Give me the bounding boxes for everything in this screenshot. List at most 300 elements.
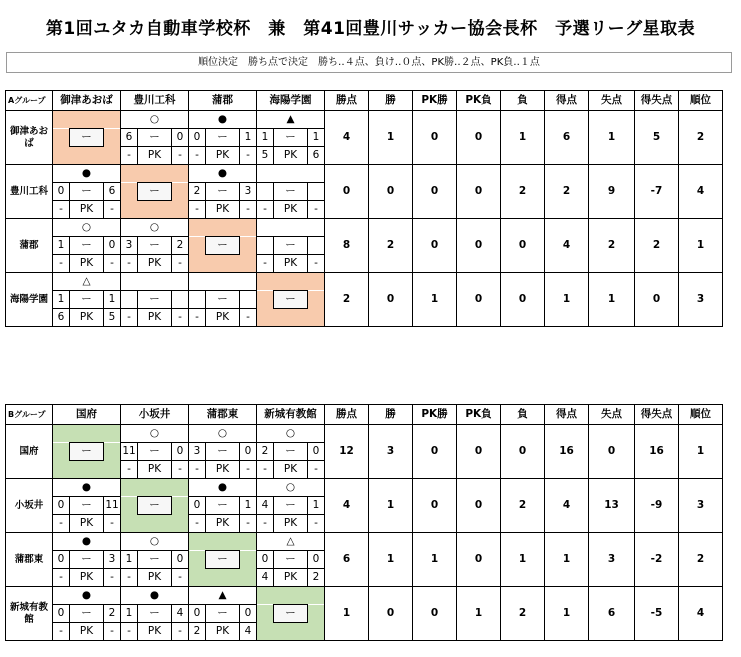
pk-left: - bbox=[53, 515, 70, 533]
stat-header: 勝 bbox=[369, 405, 413, 425]
goals-for: 1 bbox=[53, 237, 70, 255]
goals-for: 4 bbox=[257, 497, 274, 515]
pk-left: - bbox=[257, 201, 274, 219]
stat-value: 0 bbox=[457, 479, 501, 533]
stat-header: 失点 bbox=[589, 91, 635, 111]
result-symbol: ○ bbox=[53, 219, 121, 237]
self-cell-bottom bbox=[53, 461, 121, 479]
goals-against bbox=[308, 237, 325, 255]
stat-value: 4 bbox=[325, 111, 369, 165]
stat-header: PK勝 bbox=[413, 91, 457, 111]
pk-left: - bbox=[189, 147, 206, 165]
self-cell-top bbox=[189, 533, 257, 551]
pk-right: - bbox=[104, 255, 121, 273]
stat-value: 4 bbox=[679, 165, 723, 219]
stat-value: 1 bbox=[369, 479, 413, 533]
goals-against: 0 bbox=[308, 551, 325, 569]
table-row bbox=[6, 587, 723, 605]
self-cell-pad bbox=[53, 129, 70, 147]
stat-value: 4 bbox=[545, 219, 589, 273]
result-symbol: ○ bbox=[121, 219, 189, 237]
self-cell-bottom bbox=[257, 623, 325, 641]
table-row bbox=[6, 273, 723, 291]
pk-label: PK bbox=[138, 623, 172, 641]
self-match-dash: ー bbox=[138, 497, 172, 515]
stat-value: 2 bbox=[501, 587, 545, 641]
result-symbol bbox=[257, 219, 325, 237]
score-dash: ー bbox=[70, 605, 104, 623]
score-dash: ー bbox=[70, 237, 104, 255]
stat-header: 順位 bbox=[679, 405, 723, 425]
stat-header: PK勝 bbox=[413, 405, 457, 425]
stat-value: -9 bbox=[635, 479, 679, 533]
stat-value: 16 bbox=[545, 425, 589, 479]
goals-against: 3 bbox=[240, 183, 257, 201]
pk-right: - bbox=[104, 623, 121, 641]
stat-value: 1 bbox=[545, 533, 589, 587]
goals-against: 0 bbox=[172, 551, 189, 569]
self-cell-bottom bbox=[257, 309, 325, 327]
stat-value: 0 bbox=[413, 587, 457, 641]
goals-against: 1 bbox=[308, 497, 325, 515]
stat-value: 3 bbox=[589, 533, 635, 587]
table-row bbox=[6, 425, 723, 443]
result-symbol: ▲ bbox=[189, 587, 257, 605]
goals-for: 1 bbox=[53, 291, 70, 309]
self-match-dash: ー bbox=[70, 129, 104, 147]
goals-against: 1 bbox=[240, 497, 257, 515]
score-dash: ー bbox=[138, 605, 172, 623]
self-match-dash: ー bbox=[138, 183, 172, 201]
result-symbol: ● bbox=[53, 533, 121, 551]
stat-header: 順位 bbox=[679, 91, 723, 111]
stat-header: 勝点 bbox=[325, 405, 369, 425]
pk-label: PK bbox=[138, 569, 172, 587]
team-name: 海陽学園 bbox=[6, 273, 53, 327]
pk-label: PK bbox=[206, 201, 240, 219]
stat-value: 9 bbox=[589, 165, 635, 219]
stat-value: 3 bbox=[679, 273, 723, 327]
pk-label: PK bbox=[274, 255, 308, 273]
pk-label: PK bbox=[274, 569, 308, 587]
result-symbol: ▲ bbox=[257, 111, 325, 129]
score-dash: ー bbox=[274, 497, 308, 515]
score-dash: ー bbox=[138, 237, 172, 255]
pk-left: - bbox=[121, 147, 138, 165]
pk-label: PK bbox=[70, 569, 104, 587]
self-cell-pad bbox=[308, 605, 325, 623]
self-match-dash: ー bbox=[206, 237, 240, 255]
stat-value: 0 bbox=[501, 425, 545, 479]
stat-value: 1 bbox=[679, 219, 723, 273]
pk-right: - bbox=[240, 309, 257, 327]
team-name: 蒲郡 bbox=[6, 219, 53, 273]
pk-left: - bbox=[121, 623, 138, 641]
pk-right: - bbox=[104, 569, 121, 587]
page-title: 第1回ユタカ自動車学校杯 兼 第41回豊川サッカー協会長杯 予選リーグ星取表 bbox=[45, 19, 696, 39]
stat-value: 4 bbox=[679, 587, 723, 641]
self-cell-top bbox=[257, 273, 325, 291]
self-cell-top bbox=[53, 111, 121, 129]
pk-label: PK bbox=[274, 515, 308, 533]
pk-left: - bbox=[189, 461, 206, 479]
self-cell-top bbox=[121, 479, 189, 497]
goals-against: 0 bbox=[240, 605, 257, 623]
goals-for: 0 bbox=[53, 183, 70, 201]
stat-value: 0 bbox=[457, 219, 501, 273]
stat-value: 0 bbox=[457, 165, 501, 219]
self-cell-pad bbox=[121, 183, 138, 201]
score-dash: ー bbox=[206, 129, 240, 147]
goals-for bbox=[121, 291, 138, 309]
score-dash: ー bbox=[206, 183, 240, 201]
goals-for: 11 bbox=[121, 443, 138, 461]
group-table-b bbox=[5, 404, 723, 641]
self-cell-pad bbox=[104, 443, 121, 461]
stat-value: 2 bbox=[545, 165, 589, 219]
goals-for: 2 bbox=[257, 443, 274, 461]
score-dash: ー bbox=[138, 291, 172, 309]
pk-right: - bbox=[172, 623, 189, 641]
pk-label: PK bbox=[70, 309, 104, 327]
goals-for: 3 bbox=[189, 443, 206, 461]
pk-label: PK bbox=[70, 623, 104, 641]
team-header: 豊川工科 bbox=[121, 91, 189, 111]
stat-value: 1 bbox=[501, 111, 545, 165]
score-dash: ー bbox=[274, 443, 308, 461]
result-symbol: ● bbox=[53, 587, 121, 605]
self-cell-pad bbox=[189, 551, 206, 569]
score-dash: ー bbox=[274, 129, 308, 147]
stat-value: 3 bbox=[679, 479, 723, 533]
self-cell-top bbox=[121, 165, 189, 183]
score-dash: ー bbox=[274, 237, 308, 255]
self-cell-pad bbox=[240, 551, 257, 569]
stat-value: 0 bbox=[457, 111, 501, 165]
pk-label: PK bbox=[70, 515, 104, 533]
result-symbol bbox=[189, 273, 257, 291]
result-symbol: ○ bbox=[121, 111, 189, 129]
pk-left: - bbox=[121, 461, 138, 479]
pk-right: 2 bbox=[308, 569, 325, 587]
team-header: 海陽学園 bbox=[257, 91, 325, 111]
self-cell-bottom bbox=[189, 569, 257, 587]
goals-for: 1 bbox=[121, 551, 138, 569]
self-cell-pad bbox=[257, 605, 274, 623]
stat-value: 1 bbox=[369, 111, 413, 165]
stat-value: 4 bbox=[325, 479, 369, 533]
stat-value: 1 bbox=[589, 273, 635, 327]
self-cell-pad bbox=[121, 497, 138, 515]
table-row bbox=[6, 165, 723, 183]
goals-for: 3 bbox=[121, 237, 138, 255]
pk-label: PK bbox=[206, 515, 240, 533]
pk-label: PK bbox=[274, 147, 308, 165]
self-cell-bottom bbox=[189, 255, 257, 273]
result-symbol: ● bbox=[189, 479, 257, 497]
table-row bbox=[6, 479, 723, 497]
pk-left: 5 bbox=[257, 147, 274, 165]
self-cell-top bbox=[53, 425, 121, 443]
goals-for bbox=[257, 183, 274, 201]
goals-for: 2 bbox=[189, 183, 206, 201]
stat-value: 0 bbox=[457, 273, 501, 327]
pk-right: - bbox=[240, 147, 257, 165]
pk-right: 6 bbox=[308, 147, 325, 165]
stat-header: 勝 bbox=[369, 91, 413, 111]
stat-value: 8 bbox=[325, 219, 369, 273]
group-table-a bbox=[5, 90, 723, 327]
pk-right: - bbox=[308, 255, 325, 273]
goals-for: 1 bbox=[257, 129, 274, 147]
stat-value: 6 bbox=[589, 587, 635, 641]
score-dash: ー bbox=[206, 443, 240, 461]
pk-right: - bbox=[172, 461, 189, 479]
score-dash: ー bbox=[138, 551, 172, 569]
goals-for: 0 bbox=[53, 605, 70, 623]
stat-value: -2 bbox=[635, 533, 679, 587]
stat-value: 2 bbox=[369, 219, 413, 273]
pk-left: - bbox=[189, 201, 206, 219]
self-match-dash: ー bbox=[70, 443, 104, 461]
goals-against: 4 bbox=[172, 605, 189, 623]
score-dash: ー bbox=[70, 551, 104, 569]
table-row bbox=[6, 111, 723, 129]
goals-against: 0 bbox=[172, 129, 189, 147]
pk-label: PK bbox=[206, 147, 240, 165]
goals-against bbox=[172, 291, 189, 309]
stat-value: 1 bbox=[545, 273, 589, 327]
result-symbol: ○ bbox=[189, 425, 257, 443]
group-label: Aグループ bbox=[6, 91, 53, 111]
pk-right: - bbox=[104, 201, 121, 219]
pk-right: - bbox=[308, 201, 325, 219]
result-symbol: ● bbox=[189, 165, 257, 183]
stat-value: 2 bbox=[501, 479, 545, 533]
result-symbol: ● bbox=[53, 165, 121, 183]
team-name: 御津あおば bbox=[6, 111, 53, 165]
ranking-rule-note: 順位決定 勝ち点で決定 勝ち‥４点、負け‥０点、PK勝‥２点、PK負‥１点 bbox=[6, 52, 732, 73]
stat-value: 0 bbox=[325, 165, 369, 219]
pk-left: - bbox=[189, 309, 206, 327]
stat-value: 1 bbox=[589, 111, 635, 165]
stat-header: 失点 bbox=[589, 405, 635, 425]
score-dash: ー bbox=[70, 497, 104, 515]
score-dash: ー bbox=[274, 183, 308, 201]
stat-value: 1 bbox=[413, 273, 457, 327]
stat-value: 16 bbox=[635, 425, 679, 479]
pk-label: PK bbox=[70, 201, 104, 219]
pk-right: - bbox=[240, 515, 257, 533]
pk-right: 4 bbox=[240, 623, 257, 641]
stat-header: 得失点 bbox=[635, 405, 679, 425]
pk-left: - bbox=[257, 515, 274, 533]
self-cell-bottom bbox=[121, 515, 189, 533]
goals-against: 2 bbox=[172, 237, 189, 255]
team-header: 御津あおば bbox=[53, 91, 121, 111]
stat-value: 0 bbox=[501, 273, 545, 327]
goals-for: 0 bbox=[53, 551, 70, 569]
pk-right: - bbox=[240, 461, 257, 479]
pk-right: - bbox=[104, 515, 121, 533]
stat-header: 得点 bbox=[545, 405, 589, 425]
goals-for: 6 bbox=[121, 129, 138, 147]
pk-label: PK bbox=[206, 623, 240, 641]
score-dash: ー bbox=[138, 443, 172, 461]
goals-for: 1 bbox=[121, 605, 138, 623]
goals-against: 0 bbox=[308, 443, 325, 461]
self-cell-top bbox=[189, 219, 257, 237]
pk-right: - bbox=[240, 201, 257, 219]
stat-value: 0 bbox=[369, 165, 413, 219]
result-symbol bbox=[121, 273, 189, 291]
pk-label: PK bbox=[70, 255, 104, 273]
self-cell-pad bbox=[240, 237, 257, 255]
pk-left: - bbox=[53, 255, 70, 273]
stat-value: 12 bbox=[325, 425, 369, 479]
goals-for: 0 bbox=[257, 551, 274, 569]
score-dash: ー bbox=[70, 291, 104, 309]
stat-value: 2 bbox=[501, 165, 545, 219]
pk-left: 6 bbox=[53, 309, 70, 327]
stat-value: 5 bbox=[635, 111, 679, 165]
pk-label: PK bbox=[138, 147, 172, 165]
stat-value: 1 bbox=[369, 533, 413, 587]
pk-label: PK bbox=[206, 309, 240, 327]
goals-against: 1 bbox=[308, 129, 325, 147]
goals-for: 0 bbox=[189, 129, 206, 147]
goals-against bbox=[240, 291, 257, 309]
result-symbol: ○ bbox=[121, 425, 189, 443]
self-cell-bottom bbox=[121, 201, 189, 219]
stat-value: 0 bbox=[635, 273, 679, 327]
goals-against bbox=[308, 183, 325, 201]
result-symbol: ● bbox=[121, 587, 189, 605]
pk-right: - bbox=[172, 147, 189, 165]
stat-header: PK負 bbox=[457, 405, 501, 425]
stat-value: 0 bbox=[369, 587, 413, 641]
pk-label: PK bbox=[138, 255, 172, 273]
stat-value: 0 bbox=[457, 533, 501, 587]
stat-value: 6 bbox=[545, 111, 589, 165]
pk-right: - bbox=[172, 309, 189, 327]
group-label: Bグループ bbox=[6, 405, 53, 425]
goals-for: 0 bbox=[53, 497, 70, 515]
pk-right: - bbox=[308, 515, 325, 533]
pk-label: PK bbox=[138, 461, 172, 479]
pk-label: PK bbox=[274, 201, 308, 219]
stat-value: 0 bbox=[413, 111, 457, 165]
team-header: 国府 bbox=[53, 405, 121, 425]
table-row bbox=[6, 219, 723, 237]
pk-left: - bbox=[121, 255, 138, 273]
table-row bbox=[6, 533, 723, 551]
score-dash: ー bbox=[206, 291, 240, 309]
stat-header: 得点 bbox=[545, 91, 589, 111]
team-name: 新城有教館 bbox=[6, 587, 53, 641]
pk-left: - bbox=[121, 309, 138, 327]
team-name: 蒲郡東 bbox=[6, 533, 53, 587]
stat-value: 2 bbox=[679, 111, 723, 165]
pk-label: PK bbox=[206, 461, 240, 479]
stat-value: -7 bbox=[635, 165, 679, 219]
result-symbol: ● bbox=[189, 111, 257, 129]
pk-left: - bbox=[121, 569, 138, 587]
goals-for bbox=[189, 291, 206, 309]
pk-right: - bbox=[172, 569, 189, 587]
goals-against: 1 bbox=[104, 291, 121, 309]
pk-label: PK bbox=[274, 461, 308, 479]
result-symbol: ● bbox=[53, 479, 121, 497]
team-name: 小坂井 bbox=[6, 479, 53, 533]
stat-value: 2 bbox=[679, 533, 723, 587]
stat-value: -5 bbox=[635, 587, 679, 641]
stat-value: 0 bbox=[369, 273, 413, 327]
score-dash: ー bbox=[274, 551, 308, 569]
stat-value: 0 bbox=[413, 425, 457, 479]
goals-against: 0 bbox=[240, 443, 257, 461]
stat-value: 13 bbox=[589, 479, 635, 533]
stat-value: 4 bbox=[545, 479, 589, 533]
team-header: 蒲郡 bbox=[189, 91, 257, 111]
stat-value: 0 bbox=[501, 219, 545, 273]
self-cell-bottom bbox=[53, 147, 121, 165]
team-header: 新城有教館 bbox=[257, 405, 325, 425]
goals-for: 0 bbox=[189, 497, 206, 515]
stat-value: 2 bbox=[635, 219, 679, 273]
pk-right: - bbox=[308, 461, 325, 479]
team-name: 国府 bbox=[6, 425, 53, 479]
result-symbol: △ bbox=[257, 533, 325, 551]
result-symbol: △ bbox=[53, 273, 121, 291]
self-cell-pad bbox=[189, 237, 206, 255]
result-symbol: ○ bbox=[257, 425, 325, 443]
stat-header: 負 bbox=[501, 91, 545, 111]
self-match-dash: ー bbox=[206, 551, 240, 569]
pk-left: - bbox=[189, 515, 206, 533]
self-cell-pad bbox=[172, 183, 189, 201]
pk-left: - bbox=[53, 569, 70, 587]
score-dash: ー bbox=[206, 605, 240, 623]
stat-value: 1 bbox=[325, 587, 369, 641]
self-match-dash: ー bbox=[274, 605, 308, 623]
stat-header: 負 bbox=[501, 405, 545, 425]
pk-label: PK bbox=[138, 309, 172, 327]
goals-for bbox=[257, 237, 274, 255]
goals-against: 2 bbox=[104, 605, 121, 623]
pk-right: 5 bbox=[104, 309, 121, 327]
self-match-dash: ー bbox=[274, 291, 308, 309]
result-symbol: ○ bbox=[121, 533, 189, 551]
stat-value: 1 bbox=[679, 425, 723, 479]
goals-against: 0 bbox=[104, 237, 121, 255]
result-symbol: ○ bbox=[257, 479, 325, 497]
score-dash: ー bbox=[206, 497, 240, 515]
pk-left: - bbox=[257, 255, 274, 273]
stat-value: 1 bbox=[413, 533, 457, 587]
stat-value: 0 bbox=[457, 425, 501, 479]
goals-against: 6 bbox=[104, 183, 121, 201]
stat-value: 2 bbox=[325, 273, 369, 327]
stat-value: 1 bbox=[545, 587, 589, 641]
pk-left: 4 bbox=[257, 569, 274, 587]
pk-left: - bbox=[53, 201, 70, 219]
team-name: 豊川工科 bbox=[6, 165, 53, 219]
stat-value: 0 bbox=[413, 219, 457, 273]
stat-value: 2 bbox=[589, 219, 635, 273]
score-dash: ー bbox=[70, 183, 104, 201]
self-cell-pad bbox=[53, 443, 70, 461]
